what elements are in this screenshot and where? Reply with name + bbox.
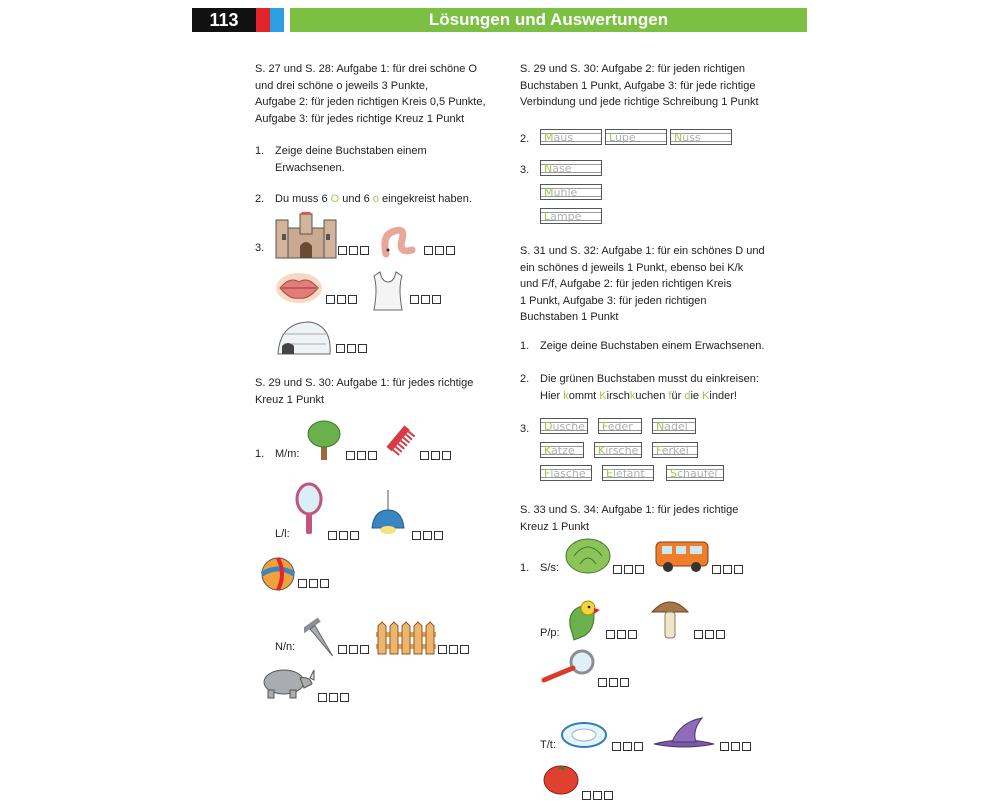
word-lupe: Lupe xyxy=(605,129,667,145)
mushroom-checkboxes[interactable] xyxy=(694,626,727,644)
word-lampe: Lampe xyxy=(540,208,602,224)
left-item2-number: 2. xyxy=(255,193,265,205)
parrot-checkboxes[interactable] xyxy=(606,626,639,644)
plate-checkboxes[interactable] xyxy=(612,738,645,756)
igloo-icon xyxy=(274,318,334,356)
lips-checkboxes[interactable] xyxy=(326,291,359,309)
right-intro-1: S. 29 und S. 30: Aufgabe 2: für jeden richtigen Buchstaben 1 Punkt, Aufgabe 3: für jede richtige Verbindung und jede richtige Schreibung 1 Punkt xyxy=(520,63,759,108)
fence-checkboxes[interactable] xyxy=(438,641,471,659)
rhino-icon xyxy=(260,662,316,700)
word-nuss: Nuss xyxy=(670,129,732,145)
label-l: L/l: xyxy=(275,528,290,540)
label-s: S/s: xyxy=(540,562,559,574)
green-letter: K xyxy=(599,389,607,402)
nail-icon xyxy=(304,614,336,662)
green-letter: f xyxy=(668,389,672,402)
word-feder: Feder xyxy=(598,418,642,434)
mirror-checkboxes[interactable] xyxy=(328,527,361,545)
left-ex1-number: 1. xyxy=(255,448,265,460)
tree-icon xyxy=(306,418,342,462)
undershirt-icon xyxy=(368,268,408,314)
left-item1-text: Zeige deine Buchstaben einem Erwachsenen. xyxy=(275,145,427,174)
tomato-icon xyxy=(542,760,580,796)
word-nadel: Nadel xyxy=(652,418,696,434)
igloo-checkboxes[interactable] xyxy=(336,340,369,358)
right-b1-text: Zeige deine Buchstaben einem Erwachsenen. xyxy=(540,340,765,352)
label-n: N/n: xyxy=(275,641,296,653)
nail-checkboxes[interactable] xyxy=(338,641,371,659)
word-dusche: Dusche xyxy=(540,418,588,434)
mushroom-icon xyxy=(650,596,690,642)
comb-checkboxes[interactable] xyxy=(420,447,453,465)
undershirt-checkboxes[interactable] xyxy=(410,291,443,309)
mirror-icon xyxy=(294,482,324,538)
sentence-text: ie xyxy=(690,389,703,402)
witch-hat-icon xyxy=(652,716,716,750)
plate-icon xyxy=(560,720,608,750)
lips-icon xyxy=(274,270,324,306)
green-letter: K xyxy=(702,389,710,402)
sentence-text: Hier xyxy=(540,389,564,402)
lamp-icon xyxy=(366,490,410,538)
sentence-text: ür xyxy=(671,389,685,402)
word-nase: Nase xyxy=(540,160,602,176)
word-flasche: Flasche xyxy=(540,465,592,481)
header-red-tab xyxy=(256,8,270,32)
sentence-text: uchen xyxy=(635,389,669,402)
left-intro-2: S. 29 und S. 30: Aufgabe 1: für jedes richtige Kreuz 1 Punkt xyxy=(255,377,474,406)
word-muehle: Mühle xyxy=(540,184,602,200)
word-schaufel: Schaufel xyxy=(666,465,724,481)
page-title: Lösungen und Auswertungen xyxy=(290,8,807,32)
worm-checkboxes[interactable] xyxy=(424,242,457,260)
right-item3-number: 3. xyxy=(520,164,530,176)
right-b3-number: 3. xyxy=(520,423,530,435)
sentence-text: irsch xyxy=(606,389,630,402)
castle-icon xyxy=(274,212,338,260)
ball-icon xyxy=(260,556,296,592)
right-item2-number: 2. xyxy=(520,133,530,145)
word-katze: Katze xyxy=(540,442,584,458)
lamp-checkboxes[interactable] xyxy=(412,527,445,545)
green-letter: k xyxy=(629,389,636,402)
lettuce-checkboxes[interactable] xyxy=(613,561,646,579)
lettuce-icon xyxy=(564,534,612,574)
left-item1-number: 1. xyxy=(255,145,265,157)
label-m: M/m: xyxy=(275,448,300,460)
word-kirsche: Kirsche xyxy=(594,442,642,458)
sentence-text: inder! xyxy=(709,389,737,402)
word-elefant: Elefant xyxy=(602,465,654,481)
fence-icon xyxy=(376,620,436,656)
sentence-text: ommt xyxy=(568,389,600,402)
right-b2-number: 2. xyxy=(520,373,530,385)
parrot-icon xyxy=(564,596,604,644)
tree-checkboxes[interactable] xyxy=(346,447,379,465)
green-letter: d xyxy=(684,389,691,402)
worm-icon xyxy=(378,214,422,258)
header-blue-tab xyxy=(270,8,284,32)
right-b1-number: 1. xyxy=(520,340,530,352)
right-b2-text: Die grünen Buchstaben musst du einkreisen: Hier kommt Kirschkuchen für die Kinder! xyxy=(540,371,759,404)
word-ferkel: Ferkel xyxy=(652,442,698,458)
right-intro-3: S. 33 und S. 34: Aufgabe 1: für jedes richtige Kreuz 1 Punkt xyxy=(520,504,739,533)
bus-checkboxes[interactable] xyxy=(712,561,745,579)
left-item3-number: 3. xyxy=(255,242,265,254)
bus-icon xyxy=(654,538,710,574)
page-number: 113 xyxy=(192,8,256,32)
word-maus: Maus xyxy=(540,129,602,145)
witch-hat-checkboxes[interactable] xyxy=(720,738,753,756)
left-item2-text: Du muss 6 O und 6 o eingekreist haben. xyxy=(275,193,472,205)
ball-checkboxes[interactable] xyxy=(298,575,331,593)
left-intro-1: S. 27 und S. 28: Aufgabe 1: für drei schöne O und drei schöne o jeweils 3 Punkte, Aufgabe 2: für jeden richtigen Kreis 0,5 Punkte, Aufgabe 3: für jedes richtige Kreuz 1 Punkt xyxy=(255,63,486,125)
magnifier-checkboxes[interactable] xyxy=(598,674,631,692)
label-t: T/t: xyxy=(540,739,556,751)
tomato-checkboxes[interactable] xyxy=(582,787,615,805)
right-ex1-number: 1. xyxy=(520,562,530,574)
magnifier-icon xyxy=(540,648,598,684)
comb-icon xyxy=(384,420,416,460)
right-intro-2: S. 31 und S. 32: Aufgabe 1: für ein schönes D und ein schönes d jeweils 1 Punkt, ebenso bei K/k und F/f, Aufgabe 2: für jeden richtigen Kreis 1 Punkt, Aufgabe 3: für jeden richtigen Buchstaben 1 Punkt xyxy=(520,245,765,323)
castle-checkboxes[interactable] xyxy=(338,242,371,260)
green-letter-sentence xyxy=(540,388,759,405)
rhino-checkboxes[interactable] xyxy=(318,689,351,707)
green-letter: k xyxy=(563,389,569,402)
label-p: P/p: xyxy=(540,627,560,639)
